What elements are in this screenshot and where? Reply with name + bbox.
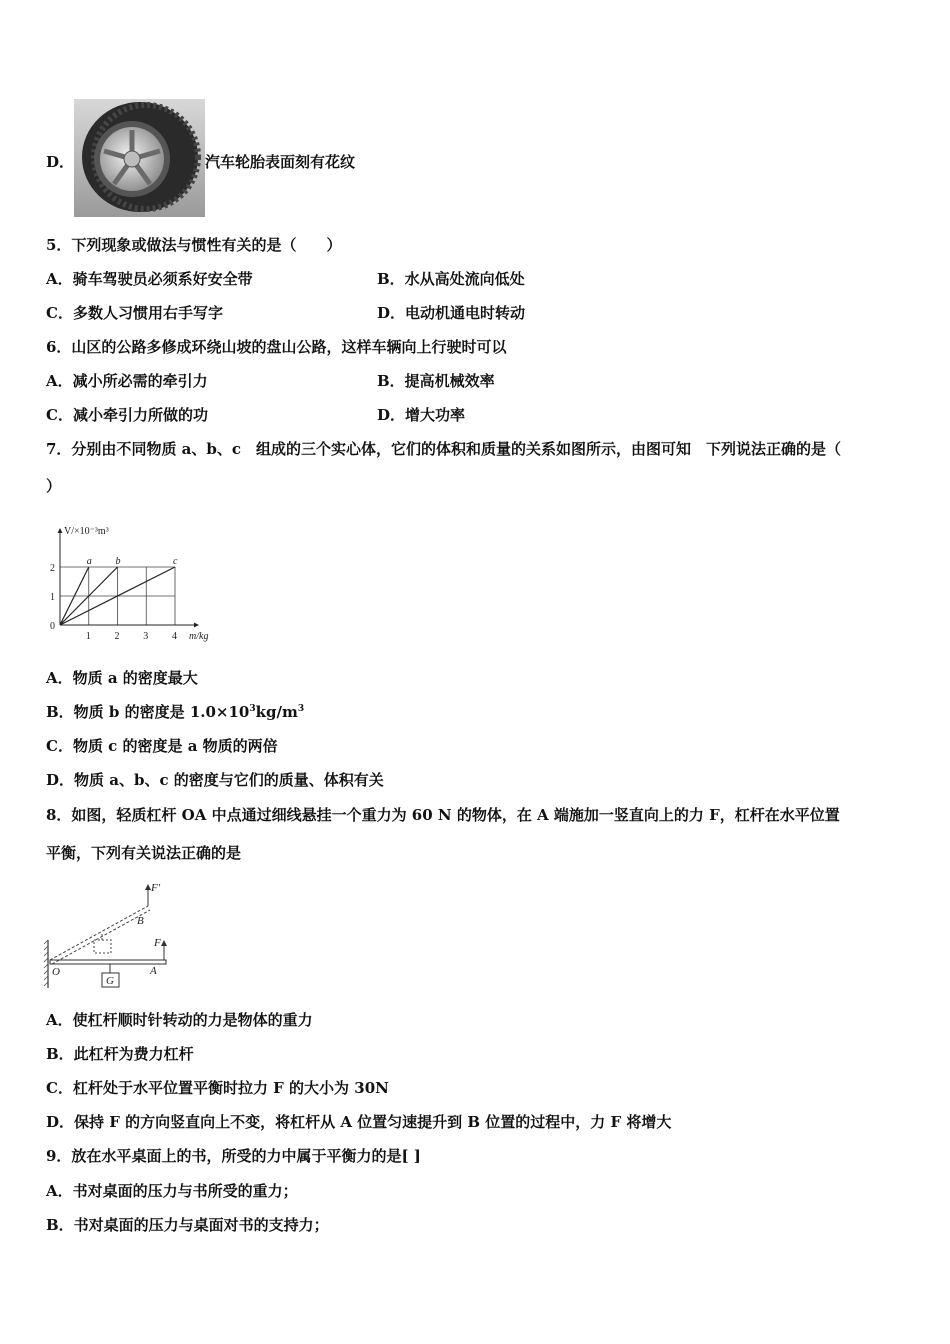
- tire-image: [74, 99, 205, 217]
- series-label-a: a: [86, 556, 92, 567]
- y-axis-label: V/×10⁻³m³: [64, 526, 109, 537]
- x-axis-arrow: [194, 623, 199, 628]
- label-a: A: [150, 965, 157, 977]
- q5-option-c: C．多数人习惯用右手写字: [46, 304, 223, 322]
- chart-axes: [58, 528, 200, 628]
- volume-mass-chart: [44, 522, 224, 644]
- x-tick-label: 4: [172, 631, 177, 642]
- q7-option-d: D．物质 a、b、c 的密度与它们的质量、体积有关: [46, 771, 384, 789]
- lever-tilted: [50, 906, 150, 964]
- q7-option-b-prefix: B．物质 b 的密度是 1.0×10: [46, 703, 250, 721]
- q8-option-d: D．保持 F 的方向竖直向上不变，将杠杆从 A 位置匀速提升到 B 位置的过程中，力 F 将增大: [46, 1113, 672, 1131]
- q7-option-a: A．物质 a 的密度最大: [46, 669, 198, 687]
- q5-option-d: D．电动机通电时转动: [377, 304, 526, 322]
- dashed-box: [94, 940, 111, 953]
- label-f: F: [154, 937, 161, 949]
- q6-option-b: B．提高机械效率: [377, 372, 495, 390]
- q4-option-d-label: D．: [46, 153, 75, 171]
- q6-option-a: A．减小所必需的牵引力: [46, 372, 208, 390]
- x-tick-label: 0: [50, 621, 55, 632]
- q6-option-c: C．减小牵引力所做的功: [46, 406, 208, 424]
- q8-stem-line1: 8．如图，轻质杠杆 OA 中点通过细线悬挂一个重力为 60 N 的物体，在 A 端施加一竖直向上的力 F，杠杆在水平位置: [46, 806, 840, 824]
- q7-stem-line1: 7．分别由不同物质 a、b、c 组成的三个实心体，它们的体积和质量的关系如图所示，由图可知 下列说法正确的是（: [46, 440, 842, 458]
- q9-stem: 9．放在水平桌面上的书，所受的力中属于平衡力的是[ ]: [46, 1147, 421, 1165]
- q7-stem-line2: ）: [46, 477, 62, 495]
- series-label-b: b: [115, 556, 121, 567]
- q6-stem: 6．山区的公路多修成环绕山坡的盘山公路，这样车辆向上行驶时可以: [46, 338, 507, 356]
- q8-option-b: B．此杠杆为费力杠杆: [46, 1045, 194, 1063]
- force-f-arrowhead: [161, 940, 167, 946]
- lever-horizontal: [50, 960, 166, 964]
- q7-option-c: C．物质 c 的密度是 a 物质的两倍: [46, 737, 278, 755]
- q8-stem-line2: 平衡，下列有关说法正确的是: [46, 844, 242, 862]
- x-tick-label: 2: [114, 631, 120, 642]
- q7-option-b-exp: 3: [249, 704, 256, 714]
- q4-option-d-text: 汽车轮胎表面刻有花纹: [205, 153, 356, 171]
- q7-option-b: [46, 702, 304, 722]
- q6-option-d: D．增大功率: [377, 406, 466, 424]
- x-tick-label: 3: [143, 631, 149, 642]
- q7-option-b-unit: kg/m: [255, 703, 298, 721]
- q5-stem: 5．下列现象或做法与惯性有关的是（ ）: [46, 236, 342, 254]
- q8-option-c: C．杠杆处于水平位置平衡时拉力 F 的大小为 30N: [46, 1079, 389, 1097]
- label-g: G: [106, 975, 114, 987]
- q7-option-b-unit-exp: 3: [297, 704, 305, 714]
- y-tick-label: 1: [50, 592, 55, 603]
- q5-option-b: B．水从高处流向低处: [377, 270, 525, 288]
- label-b: B: [137, 915, 144, 927]
- x-tick-label: 1: [85, 631, 91, 642]
- series-label-c: c: [173, 556, 178, 567]
- lever-diagram: [44, 880, 174, 992]
- x-axis-label: m/kg: [189, 631, 209, 642]
- y-tick-label: 2: [50, 563, 55, 574]
- label-o: O: [52, 966, 60, 978]
- q8-option-a: A．使杠杆顺时针转动的力是物体的重力: [46, 1011, 313, 1029]
- q5-option-a: A．骑车驾驶员必须系好安全带: [46, 270, 253, 288]
- q9-option-a: A．书对桌面的压力与书所受的重力；: [46, 1182, 298, 1200]
- label-f-prime: F′: [151, 882, 161, 894]
- y-axis-arrow: [58, 528, 63, 533]
- q9-option-b: B．书对桌面的压力与桌面对书的支持力；: [46, 1216, 329, 1234]
